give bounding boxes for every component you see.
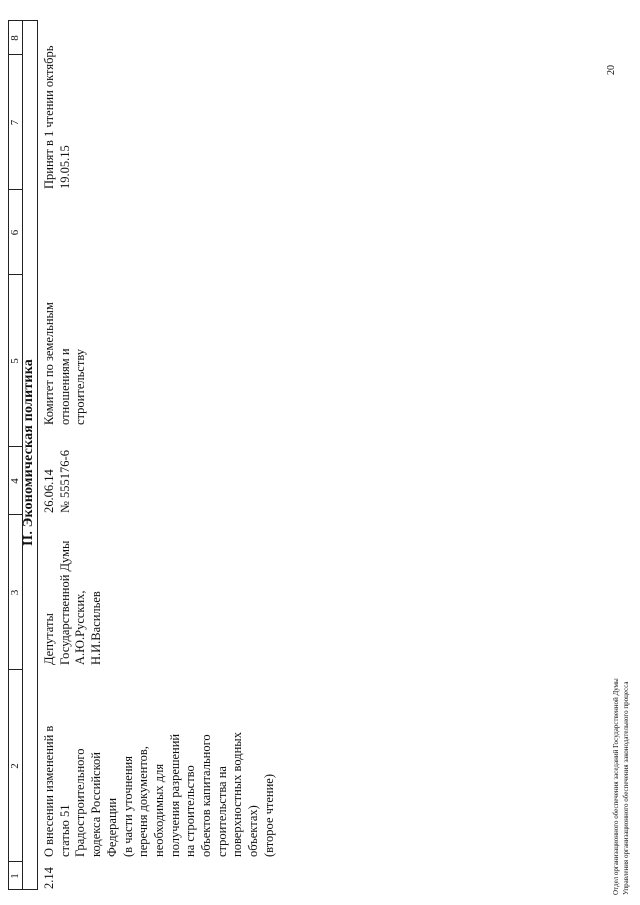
bill-title: О внесении изменений в статью 51 Градостроительного кодекса Российской Федерации (в части уточнения перечня документов, необходимых для получения разрешений на строительство объектов капитального строительства на поверхностных водных объектах) (второе чтение) [42, 725, 276, 857]
column-number: 1 [9, 873, 21, 879]
column-number: 4 [9, 478, 21, 484]
column-number: 3 [9, 589, 21, 596]
page-number: 20 [606, 65, 617, 75]
bill-status: Принят в 1 чтении октябрь 19.05.15 [42, 45, 72, 189]
table-border [37, 20, 38, 890]
section-title: II. Экономическая политика [21, 359, 36, 546]
column-number: 6 [9, 229, 21, 236]
column-number: 8 [9, 35, 21, 41]
column-number: 7 [9, 119, 21, 126]
bill-authors: Депутаты Государственной Думы А.Ю.Русских, Н.И.Васильев [42, 540, 104, 665]
footer-line: Отдел организационного обеспечения заседаний Государственной Думы [612, 678, 620, 895]
column-number: 2 [9, 763, 21, 769]
column-number: 5 [9, 358, 21, 364]
responsible-committee: Комитет по земельным отношениям и строительству [42, 302, 88, 425]
footer-line: Управления организационного обеспечения законодательного процесса [622, 681, 630, 895]
row-number: 2.14 [42, 867, 56, 889]
registration-info: 26.06.14 № 555176-6 [42, 450, 72, 513]
